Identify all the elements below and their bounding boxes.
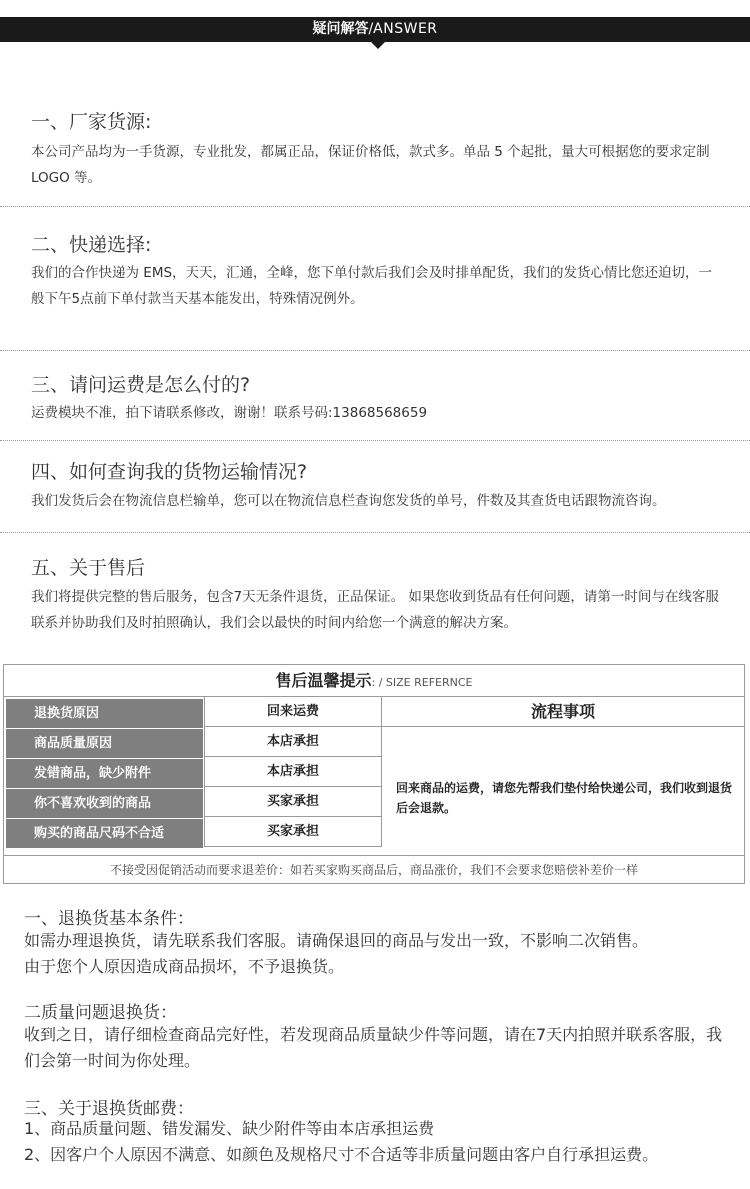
returns-basic-line-2: 由于您个人原因造成商品损坏，不予退换货。 (24, 957, 345, 976)
faq-1-body: 本公司产品均为一手货源，专业批发，都属正品，保证价格低，款式多。单品 5 个起批，量大可根据您的要求定制LOGO 等。 (31, 144, 710, 186)
faq-1-title: 一、厂家货源: (31, 111, 152, 133)
faq-4-title: 四、如何查询我的货物运输情况? (31, 461, 308, 483)
faq-divider-3 (0, 440, 750, 441)
quality-returns-title: 二质量问题退换货： (24, 1003, 177, 1023)
table-header (4, 665, 744, 697)
table-subtitle: : / SIZE REFERNCE (371, 676, 473, 689)
table-row-label: 你不喜欢收到的商品 (6, 789, 203, 818)
table-row-value: 回来运费 (204, 697, 382, 727)
process-body: 回来商品的运费，请您先帮我们垫付给快递公司，我们收到退货后会退款。 (396, 781, 733, 815)
faq-2-title: 二、快递选择: (31, 234, 152, 256)
returns-basic-title: 一、退换货基本条件： (24, 909, 194, 929)
faq-divider-1 (0, 206, 750, 207)
banner-title-en: ANSWER (373, 21, 438, 37)
return-postage-line-2: 2、因客户个人原因不满意、如颜色及规格尺寸不合适等非质量问题由客户自行承担运费。 (24, 1145, 659, 1164)
table-footnote: 不接受因促销活动而要求退差价：如若买家购买商品后，商品涨价，我们不会要求您赔偿补差价一样 (4, 855, 744, 883)
faq-divider-4 (0, 532, 750, 533)
table-row-label: 购买的商品尺码不合适 (6, 819, 203, 848)
quality-returns-line-1: 收到之日，请仔细检查商品完好性，若发现商品质量缺少件等问题，请在7天内拍照并联系客服，我们会第一时间为你处理。 (24, 1025, 723, 1070)
table-row-label: 商品质量原因 (6, 729, 203, 758)
faq-4-body: 我们发货后会在物流信息栏输单，您可以在物流信息栏查询您发货的单号，件数及其查货电话跟物流咨询。 (31, 493, 666, 509)
faq-5-title: 五、关于售后 (31, 557, 146, 579)
return-postage-title: 三、关于退换货邮费： (24, 1099, 194, 1119)
table-row-value: 本店承担 (204, 757, 382, 787)
faq-divider-2 (0, 350, 750, 351)
faq-2-body: 我们的合作快递为 EMS，天天，汇通，全峰，您下单付款后我们会及时排单配货，我们的发货心情比您还迫切，一般下午5点前下单付款当天基本能发出，特殊情况例外。 (31, 265, 713, 307)
faq-5-body: 我们将提供完整的售后服务，包含7天无条件退货，正品保证。 如果您收到货品有任何问题，请第一时间与在线客服联系并协助我们及时拍照确认，我们会以最快的时间内给您一个满意的解决方案。 (31, 589, 719, 631)
table-row-value: 买家承担 (204, 787, 382, 817)
table-row-value: 本店承担 (204, 727, 382, 757)
table-row-label: 发错商品，缺少附件 (6, 759, 203, 788)
aftersales-table (3, 664, 745, 884)
table-title: 售后温馨提示 (275, 671, 372, 690)
return-postage-line-1: 1、商品质量问题、错发漏发、缺少附件等由本店承担运费 (24, 1119, 435, 1138)
table-row-label: 退换货原因 (6, 699, 203, 728)
banner-title-cn: 疑问解答 (312, 21, 369, 37)
faq-3-body: 运费模块不准，拍下请联系修改，谢谢！联系号码:13868568659 (31, 405, 428, 421)
banner-title (0, 17, 750, 42)
process-header: 流程事项 (382, 697, 744, 727)
section-banner (0, 17, 750, 42)
banner-notch (371, 42, 385, 49)
banner-title-sep: / (368, 21, 374, 37)
table-row-value: 买家承担 (204, 817, 382, 847)
faq-3-title: 三、请问运费是怎么付的? (31, 374, 251, 396)
returns-basic-line-1: 如需办理退换货，请先联系我们客服。请确保退回的商品与发出一致，不影响二次销售。 (24, 931, 649, 950)
